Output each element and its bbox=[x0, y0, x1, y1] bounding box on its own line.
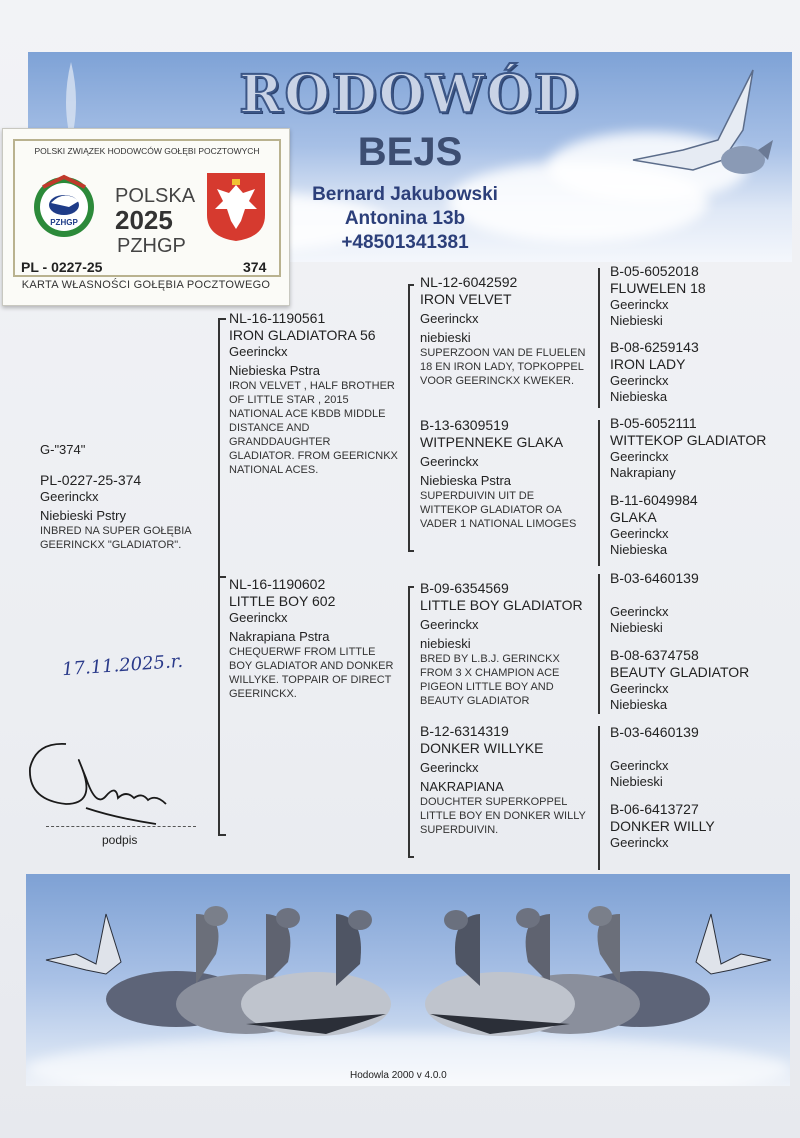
signature-line bbox=[46, 826, 196, 827]
sire-color: Niebieska Pstra bbox=[229, 363, 321, 378]
ggp2-ring: B-08-6259143 bbox=[610, 339, 699, 355]
card-ring-number: PL - 0227-25 bbox=[21, 259, 103, 275]
ggp4-color: Niebieska bbox=[610, 542, 668, 557]
subject-color: Niebieski Pstry bbox=[40, 508, 126, 523]
ggp1-name: FLUWELEN 18 bbox=[610, 280, 706, 296]
sire-name: IRON GLADIATORA 56 bbox=[229, 327, 376, 343]
ggp8-name: DONKER WILLY bbox=[610, 818, 715, 834]
ggp3-fancier: Geerinckx bbox=[610, 449, 669, 464]
gp4-name: DONKER WILLYKE bbox=[420, 740, 544, 756]
gp4-note: DOUCHTER SUPERKOPPEL LITTLE BOY EN DONKER WILLY SUPERDUIVIN. bbox=[420, 796, 586, 836]
gp3-ring: B-09-6354569 bbox=[420, 580, 509, 596]
handwritten-signature bbox=[26, 738, 186, 838]
dam-ring: NL-16-1190602 bbox=[229, 576, 326, 592]
ggp1-ring: B-05-6052018 bbox=[610, 263, 699, 279]
subject-ring: PL-0227-25-374 bbox=[40, 472, 142, 488]
gp2-fancier: Geerinckx bbox=[420, 454, 479, 469]
ggp2-name: IRON LADY bbox=[610, 356, 686, 372]
subject-fancier: Geerinckx bbox=[40, 489, 99, 504]
grandparent-2 bbox=[420, 417, 592, 531]
great-grandparent-1 bbox=[610, 263, 790, 329]
card-country: POLSKA bbox=[115, 185, 196, 207]
ggp4-fancier: Geerinckx bbox=[610, 526, 669, 541]
ggp8-fancier: Geerinckx bbox=[610, 835, 669, 850]
ownership-card bbox=[2, 128, 290, 306]
great-grandparent-8 bbox=[610, 801, 790, 851]
software-version: Hodowla 2000 v 4.0.0 bbox=[350, 1070, 447, 1081]
ggp2-fancier: Geerinckx bbox=[610, 373, 669, 388]
gp1-name: IRON VELVET bbox=[420, 291, 512, 307]
dam-block bbox=[229, 576, 399, 701]
gp2-note: SUPERDUIVIN UIT DE WITTEKOP GLADIATOR OA VADER 1 NATIONAL LIMOGES bbox=[420, 490, 577, 530]
gp3-fancier: Geerinckx bbox=[420, 617, 479, 632]
ggp6-name: BEAUTY GLADIATOR bbox=[610, 664, 750, 680]
ggp6-color: Niebieska bbox=[610, 697, 668, 712]
dam-fancier: Geerinckx bbox=[229, 610, 288, 625]
polish-eagle-icon bbox=[205, 171, 267, 243]
great-grandparent-6 bbox=[610, 647, 790, 713]
ggp5-ring: B-03-6460139 bbox=[610, 570, 699, 586]
ggp5-color: Niebieski bbox=[610, 620, 663, 635]
sire-note: IRON VELVET , HALF BROTHER OF LITTLE STAR , 2015 NATIONAL ACE KBDB MIDDLE DISTANCE AND GRANDDAUGHTER GLADIATOR. FROM GEERICNKX NATIONAL ACES. bbox=[229, 380, 398, 476]
ggp6-fancier: Geerinckx bbox=[610, 681, 669, 696]
ggp7-color: Niebieski bbox=[610, 774, 663, 789]
pzhgp-logo-icon bbox=[29, 169, 99, 241]
bracket-sire bbox=[408, 284, 410, 552]
great-grandparent-7 bbox=[610, 724, 790, 790]
card-abbreviation: PZHGP bbox=[117, 235, 186, 257]
card-footer: KARTA WŁASNOŚCI GOŁĘBIA POCZTOWEGO bbox=[21, 279, 271, 291]
owner-info bbox=[290, 183, 520, 255]
ggp3-name: WITTEKOP GLADIATOR bbox=[610, 432, 767, 448]
ggp7-name bbox=[610, 741, 790, 758]
gp4-fancier: Geerinckx bbox=[420, 760, 479, 775]
bracket-gp4 bbox=[598, 726, 600, 870]
logo-text: PZHGP bbox=[50, 218, 78, 227]
bracket-dam bbox=[408, 586, 410, 858]
owner-name: Bernard Jakubowski bbox=[312, 184, 498, 205]
ggp4-name: GLAKA bbox=[610, 509, 657, 525]
ggp7-fancier: Geerinckx bbox=[610, 758, 669, 773]
ggp3-ring: B-05-6052111 bbox=[610, 415, 697, 431]
bracket-gp1 bbox=[598, 268, 600, 408]
subject-name: G-"374" bbox=[40, 442, 86, 457]
footer-banner bbox=[26, 874, 790, 1086]
bracket-gp2 bbox=[598, 420, 600, 566]
ggp1-fancier: Geerinckx bbox=[610, 297, 669, 312]
owner-address: Antonina 13b bbox=[344, 208, 466, 229]
gp3-note: BRED BY L.B.J. GERINCKX FROM 3 X CHAMPION ACE PIGEON LITTLE BOY AND BEAUTY GLADIATOR bbox=[420, 653, 560, 707]
ggp2-color: Niebieska bbox=[610, 389, 668, 404]
pedigree-title: RODOWÓD bbox=[239, 64, 581, 125]
great-grandparent-5 bbox=[610, 570, 790, 636]
gp1-note: SUPERZOON VAN DE FLUELEN 18 EN IRON LADY, TOPKOPPEL VOOR GEERINCKX KWEKER. bbox=[420, 347, 586, 387]
sire-fancier: Geerinckx bbox=[229, 344, 288, 359]
great-grandparent-3 bbox=[610, 415, 790, 481]
great-grandparent-2 bbox=[610, 339, 790, 405]
ggp3-color: Nakrapiany bbox=[610, 465, 676, 480]
ggp7-ring: B-03-6460139 bbox=[610, 724, 699, 740]
sire-ring: NL-16-1190561 bbox=[229, 310, 326, 326]
gp3-color: niebieski bbox=[420, 636, 471, 651]
dam-color: Nakrapiana Pstra bbox=[229, 629, 330, 644]
ggp5-name bbox=[610, 587, 790, 604]
owner-phone: +48501341381 bbox=[341, 232, 469, 253]
gp1-fancier: Geerinckx bbox=[420, 311, 479, 326]
card-organization: POLSKI ZWIĄZEK HODOWCÓW GOŁĘBI POCZTOWYCH bbox=[34, 146, 260, 156]
grandparent-4 bbox=[420, 723, 592, 837]
gp3-name: LITTLE BOY GLADIATOR bbox=[420, 597, 583, 613]
gp4-ring: B-12-6314319 bbox=[420, 723, 509, 739]
subject-note: INBRED NA SUPER GOŁĘBIA GEERINCKX "GLADIATOR". bbox=[40, 525, 191, 551]
pigeon-name: BEJS bbox=[357, 130, 463, 174]
grandparent-1 bbox=[420, 274, 592, 388]
great-grandparent-4 bbox=[610, 492, 790, 558]
grandparent-3 bbox=[420, 580, 592, 708]
gp2-name: WITPENNEKE GLAKA bbox=[420, 434, 564, 450]
gp1-color: niebieski bbox=[420, 330, 471, 345]
ggp5-fancier: Geerinckx bbox=[610, 604, 669, 619]
gp2-ring: B-13-6309519 bbox=[420, 417, 509, 433]
card-year: 2025 bbox=[115, 205, 173, 235]
ggp1-color: Niebieski bbox=[610, 313, 663, 328]
bracket-gp3 bbox=[598, 574, 600, 714]
dam-name: LITTLE BOY 602 bbox=[229, 593, 336, 609]
ggp6-ring: B-08-6374758 bbox=[610, 647, 699, 663]
signature-label: podpis bbox=[102, 833, 138, 847]
gp2-color: Niebieska Pstra bbox=[420, 473, 512, 488]
ggp4-ring: B-11-6049984 bbox=[610, 492, 698, 508]
flying-pigeon-icon bbox=[623, 60, 783, 210]
handwritten-date: 17.11.2025.r. bbox=[61, 650, 184, 681]
card-number: 374 bbox=[243, 259, 267, 275]
ggp8-ring: B-06-6413727 bbox=[610, 801, 699, 817]
gp1-ring: NL-12-6042592 bbox=[420, 274, 518, 290]
dam-note: CHEQUERWF FROM LITTLE BOY GLADIATOR AND DONKER WILLYKE. TOPPAIR OF DIRECT GEERINCKX. bbox=[229, 646, 394, 700]
gp4-color: NAKRAPIANA bbox=[420, 779, 504, 794]
subject-pigeon bbox=[40, 442, 220, 552]
sire-block bbox=[229, 310, 399, 477]
pigeons-illustration bbox=[26, 874, 790, 1086]
